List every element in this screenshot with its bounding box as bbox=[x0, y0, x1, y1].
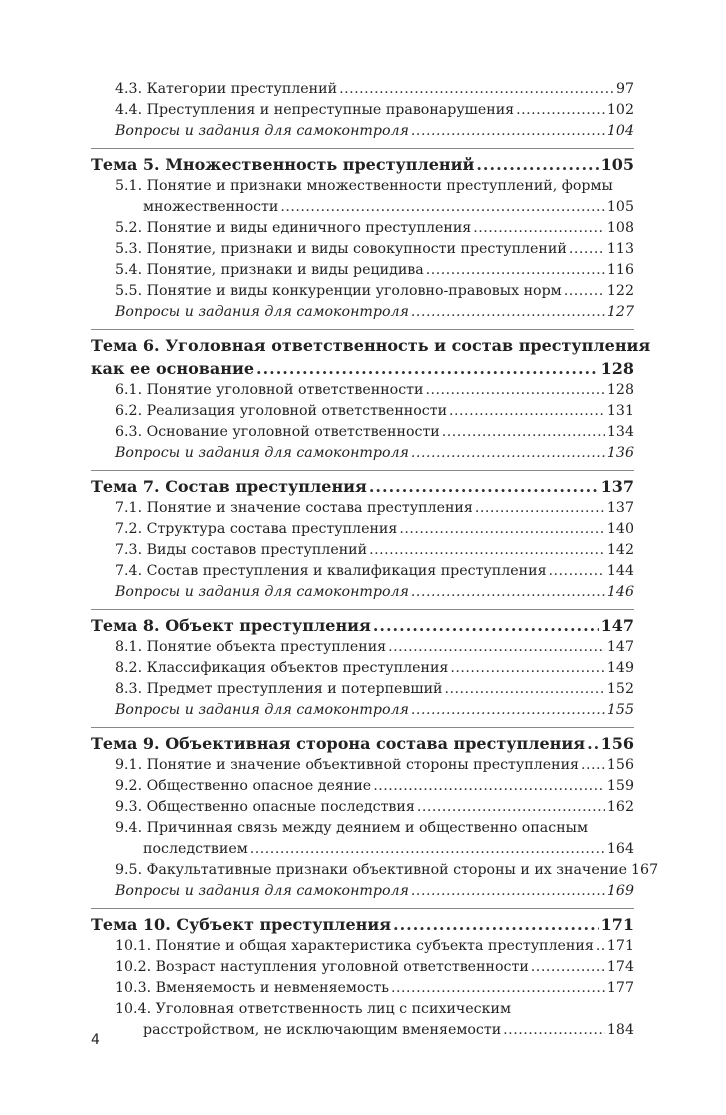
toc-entry[interactable]: 9.1. Понятие и значение объективной стороны преступления ..... 156 bbox=[91, 755, 634, 776]
toc-questions-entry[interactable]: Вопросы и задания для самоконтроля ..... 146 bbox=[91, 582, 634, 603]
toc-entry[interactable]: 7.3. Виды составов преступлений ..... 142 bbox=[91, 540, 634, 561]
section-divider bbox=[91, 908, 634, 909]
toc-entry[interactable]: 6.3. Основание уголовной ответственности ..... 134 bbox=[91, 422, 634, 443]
section-divider bbox=[91, 470, 634, 471]
toc-topic[interactable]: как ее основание ..... 128 bbox=[91, 357, 634, 380]
toc-entry[interactable]: 4.3. Категории преступлений ..... 97 bbox=[91, 79, 634, 100]
toc-entry[interactable]: 8.3. Предмет преступления и потерпевший ..... 152 bbox=[91, 679, 634, 700]
toc-questions-entry[interactable]: Вопросы и задания для самоконтроля ..... 155 bbox=[91, 700, 634, 721]
toc-entry[interactable]: последствием ..... 164 bbox=[91, 839, 634, 860]
section-divider bbox=[91, 609, 634, 610]
toc-entry-line[interactable]: 10.4. Уголовная ответственность лиц с психическим bbox=[115, 1001, 511, 1017]
section-divider bbox=[91, 329, 634, 330]
toc-entry[interactable]: 7.4. Состав преступления и квалификация преступления ..... 144 bbox=[91, 561, 634, 582]
toc-topic[interactable]: Тема 8. Объект преступления ..... 147 bbox=[91, 614, 634, 637]
section-divider bbox=[91, 148, 634, 149]
toc-questions-entry[interactable]: Вопросы и задания для самоконтроля ..... 136 bbox=[91, 443, 634, 464]
page-number: 4 bbox=[91, 1032, 100, 1048]
toc-topic[interactable]: Тема 5. Множественность преступлений ..... 105 bbox=[91, 153, 634, 176]
toc-entry[interactable]: 10.1. Понятие и общая характеристика субъекта преступления ..... 171 bbox=[91, 936, 634, 957]
toc-entry-line[interactable]: 5.1. Понятие и признаки множественности преступлений, формы bbox=[115, 178, 613, 194]
toc-entry[interactable]: 5.2. Понятие и виды единичного преступления ..... 108 bbox=[91, 218, 634, 239]
section-divider bbox=[91, 727, 634, 728]
toc-entry[interactable]: 9.5. Факультативные признаки объективной стороны и их значение 167 bbox=[115, 862, 659, 878]
toc-entry[interactable]: 9.3. Общественно опасные последствия ..... 162 bbox=[91, 797, 634, 818]
toc-entry[interactable]: 5.5. Понятие и виды конкуренции уголовно-правовых норм ..... 122 bbox=[91, 281, 634, 302]
toc-entry[interactable]: 7.1. Понятие и значение состава преступления ..... 137 bbox=[91, 498, 634, 519]
toc-entry[interactable]: множественности ..... 105 bbox=[91, 197, 634, 218]
toc-entry[interactable]: 10.2. Возраст наступления уголовной ответственности ..... 174 bbox=[91, 957, 634, 978]
toc-entry[interactable]: 7.2. Структура состава преступления ..... 140 bbox=[91, 519, 634, 540]
table-of-contents bbox=[91, 79, 659, 1041]
toc-entry[interactable]: 5.3. Понятие, признаки и виды совокупности преступлений ..... 113 bbox=[91, 239, 634, 260]
toc-questions-entry[interactable]: Вопросы и задания для самоконтроля ..... 169 bbox=[91, 881, 634, 902]
toc-entry[interactable]: 10.3. Вменяемость и невменяемость ..... 177 bbox=[91, 978, 634, 999]
toc-entry[interactable]: 4.4. Преступления и непреступные правонарушения ..... 102 bbox=[91, 100, 634, 121]
toc-entry-line[interactable]: 9.4. Причинная связь между деянием и общественно опасным bbox=[115, 820, 588, 836]
toc-entry[interactable]: 5.4. Понятие, признаки и виды рецидива ..... 116 bbox=[91, 260, 634, 281]
toc-entry[interactable]: 6.1. Понятие уголовной ответственности ..... 128 bbox=[91, 380, 634, 401]
toc-topic[interactable]: Тема 10. Субъект преступления ..... 171 bbox=[91, 913, 634, 936]
toc-entry[interactable]: 8.2. Классификация объектов преступления ..... 149 bbox=[91, 658, 634, 679]
toc-questions-entry[interactable]: Вопросы и задания для самоконтроля ..... 104 bbox=[91, 121, 634, 142]
toc-questions-entry[interactable]: Вопросы и задания для самоконтроля ..... 127 bbox=[91, 302, 634, 323]
toc-entry[interactable]: 6.2. Реализация уголовной ответственности ..... 131 bbox=[91, 401, 634, 422]
toc-topic[interactable]: Тема 7. Состав преступления ..... 137 bbox=[91, 475, 634, 498]
toc-entry[interactable]: 8.1. Понятие объекта преступления ..... 147 bbox=[91, 637, 634, 658]
toc-entry[interactable]: расстройством, не исключающим вменяемости ..... 184 bbox=[91, 1020, 634, 1041]
toc-topic[interactable]: Тема 9. Объективная сторона состава преступления ..... 156 bbox=[91, 732, 634, 755]
toc-entry[interactable]: 9.2. Общественно опасное деяние ..... 159 bbox=[91, 776, 634, 797]
toc-topic-line[interactable]: Тема 6. Уголовная ответственность и состав преступления bbox=[91, 336, 651, 355]
